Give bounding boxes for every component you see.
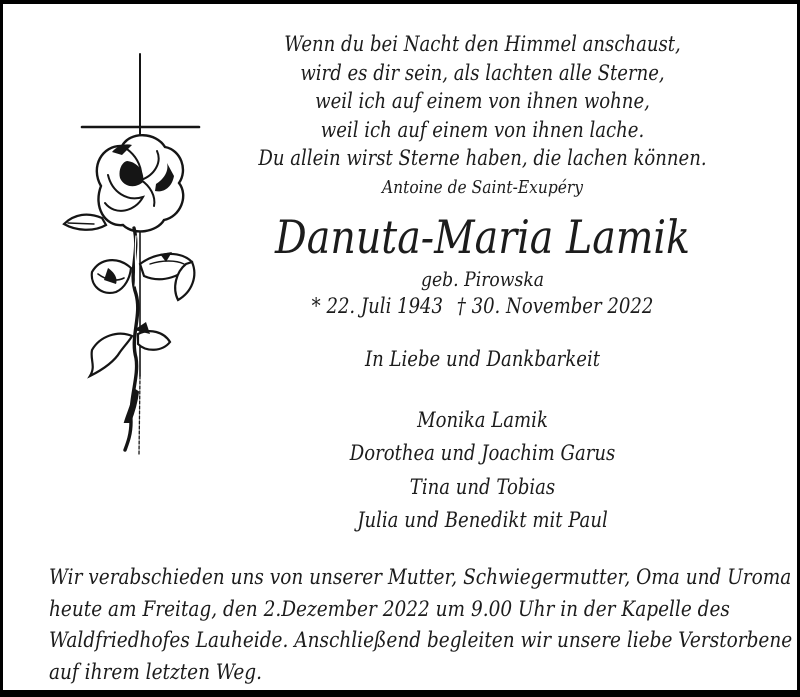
- poem-line: weil ich auf einem von ihnen lache.: [320, 117, 645, 142]
- poem-line: wird es dir sein, als lachten alle Sterne,: [300, 60, 665, 85]
- life-dates: [221, 293, 745, 320]
- poem-line: Du allein wirst Sterne haben, die lachen können.: [258, 146, 707, 170]
- center-column: [178, 30, 787, 538]
- poem-line: Wenn du bei Nacht den Himmel anschaust,: [284, 32, 681, 56]
- poem: [178, 30, 787, 200]
- family-line: Dorothea und Joachim Garus: [349, 441, 616, 465]
- announcement-line: Waldfriedhofes Lauheide. Anschließend begleiten wir unsere liebe Verstorbene: [49, 628, 793, 653]
- announcement-line: heute am Freitag, den 2.Dezember 2022 um 9.00 Uhr in der Kapelle des: [49, 596, 730, 622]
- family-line: Tina und Tobias: [409, 474, 556, 499]
- deceased-name: Danuta-Maria Lamik: [275, 209, 690, 264]
- announcement-line: auf ihrem letzten Weg.: [49, 659, 263, 685]
- death-date: † 30. November 2022: [456, 293, 654, 318]
- poem-attribution: Antoine de Saint-Exupéry: [381, 176, 584, 198]
- family-line: Julia und Benedikt mit Paul: [357, 508, 608, 532]
- birth-date: * 22. Juli 1943: [311, 293, 444, 318]
- family-line: Monika Lamik: [417, 407, 548, 432]
- family-names: [178, 404, 787, 538]
- funeral-announcement: [49, 562, 800, 688]
- tribute-line: In Liebe und Dankbarkeit: [365, 346, 600, 371]
- poem-line: weil ich auf einem von ihnen wohne,: [315, 89, 650, 113]
- announcement-line: Wir verabschieden uns von unserer Mutter, Schwiegermutter, Oma und Uroma: [49, 565, 792, 590]
- maiden-name: geb. Pirowska: [420, 266, 545, 291]
